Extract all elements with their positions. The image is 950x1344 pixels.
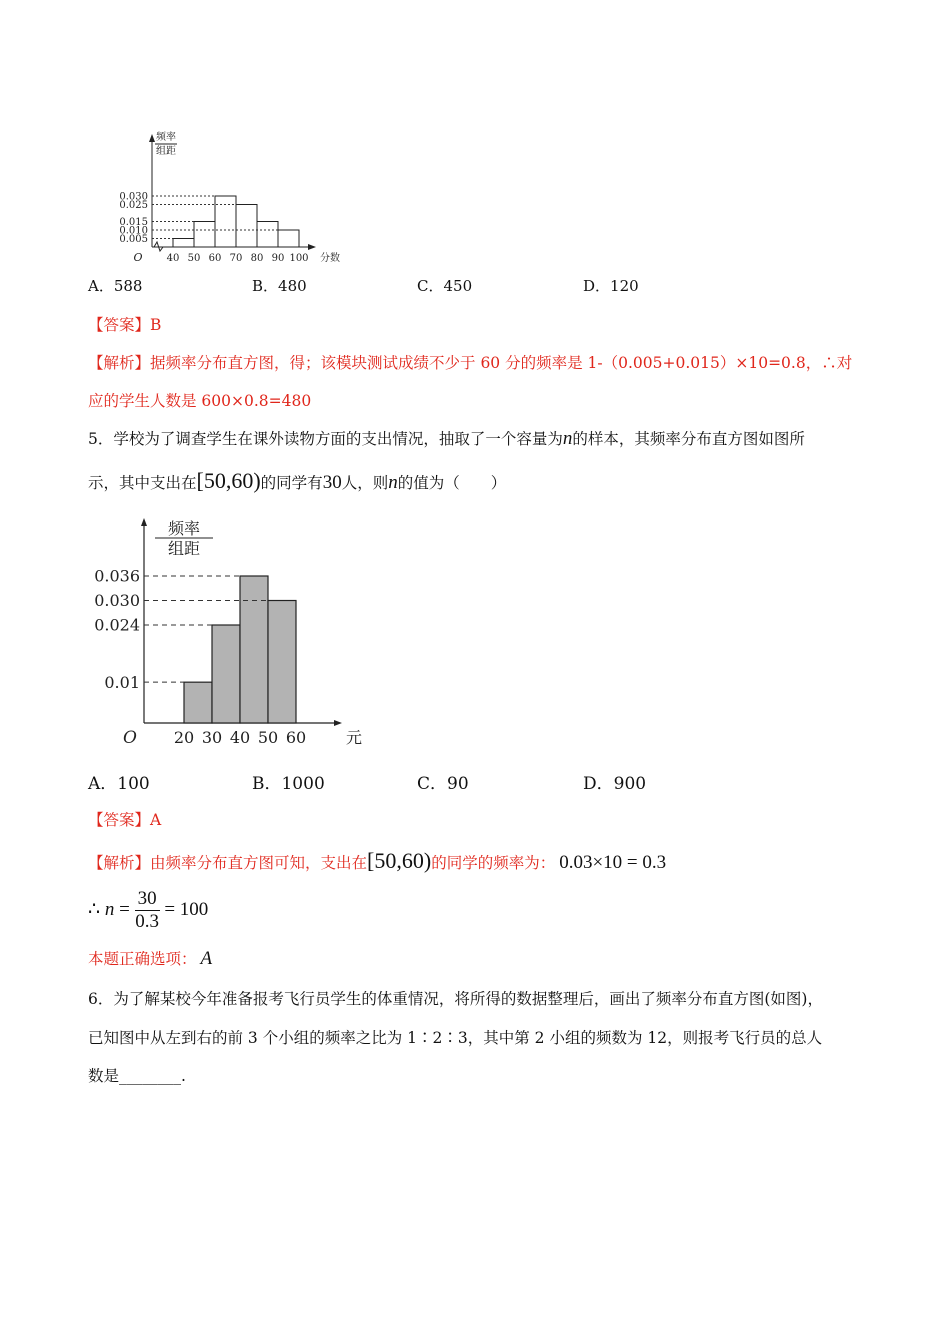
q5-stem-text1a: 5．学校为了调查学生在课外读物方面的支出情况，抽取了一个容量为 — [88, 430, 563, 448]
q5-analysis-text-b: 的同学的频率为： — [431, 854, 556, 872]
x-axis-label: 分数 — [320, 253, 340, 264]
y-label-top: 频率 — [156, 132, 176, 143]
bar-90-100 — [278, 230, 299, 247]
x-tick-20: 20 — [173, 728, 195, 747]
q5-analysis-line — [88, 848, 666, 874]
x-tick-100: 100 — [289, 253, 309, 264]
q5-n-var: n — [562, 428, 573, 449]
q5-conclusion-value: A — [200, 948, 213, 969]
q4-analysis-line1 — [88, 351, 852, 373]
q6-line2: 已知图中从左到右的前 3 个小组的频率之比为 1∶2∶3，其中第 2 小组的频数为 12，则报考飞行员的总人 — [88, 1029, 823, 1047]
q4-analysis-line2: 应的学生人数是 600×0.8=480 — [88, 392, 312, 410]
q5-interval: [50,60) — [196, 468, 261, 493]
y-tick-0.010: 0.010 — [119, 225, 148, 237]
x-axis-arrow — [334, 720, 342, 726]
y-axis-arrow — [141, 518, 147, 526]
bar-20-30 — [184, 682, 212, 723]
bar-80-90 — [257, 222, 278, 248]
q6-line3: 数是________. — [88, 1067, 186, 1085]
q4-option-b: B．480 — [252, 277, 307, 295]
q6-line1: 6．为了解某校今年准备报考飞行员学生的体重情况，将所得的数据整理后，画出了频率分布直方图(如图)， — [88, 990, 823, 1008]
y-tick-0.005: 0.005 — [119, 234, 148, 245]
q5-option-c: C．90 — [417, 774, 469, 794]
q5-conclusion — [88, 947, 212, 970]
bar-50-60 — [268, 601, 296, 724]
x-tick-50: 50 — [187, 253, 201, 264]
x-tick-50: 50 — [257, 728, 279, 747]
q5-analysis-formula: 0.03×10 = 0.3 — [559, 852, 667, 873]
q5-count: 30 — [322, 472, 342, 493]
x-tick-70: 70 — [229, 253, 243, 264]
q5-fraction-n: n — [104, 898, 115, 920]
y-label-bottom: 组距 — [167, 539, 201, 558]
q5-stem-line1 — [88, 427, 805, 450]
x-tick-80: 80 — [250, 253, 264, 264]
bar-40-50 — [173, 239, 194, 248]
q5-conclusion-text: 本题正确选项： — [88, 950, 197, 968]
q5-option-d: D．900 — [583, 774, 647, 794]
x-tick-60: 60 — [208, 253, 222, 264]
q5-n-var-2: n — [388, 472, 398, 493]
q5-fraction — [135, 888, 160, 933]
origin-label: O — [123, 728, 137, 748]
x-tick-60: 60 — [285, 728, 307, 747]
q5-fraction-denominator: 0.3 — [135, 911, 159, 932]
y-label-bottom: 组距 — [156, 146, 176, 157]
q5-analysis-label: 【解析】 — [88, 854, 151, 872]
q5-analysis-text-a: 由频率分布直方图可知，支出在 — [150, 854, 368, 872]
x-axis-arrow — [308, 244, 316, 250]
x-axis-label: 元 — [346, 728, 363, 747]
q5-stem-text2d: 的值为（ ） — [397, 474, 507, 492]
bar-40-50 — [240, 576, 268, 723]
q4-answer — [88, 313, 161, 335]
q5-analysis-interval: [50,60) — [367, 848, 432, 873]
q4-option-a: A．588 — [88, 277, 143, 295]
q4-answer-label: 【答案】 — [88, 316, 151, 334]
q5-stem-text1b: 的样本，其频率分布直方图如图所 — [572, 430, 805, 448]
q5-fraction-line — [88, 888, 208, 933]
q4-analysis-text1: 据频率分布直方图，得；该模块测试成绩不少于 60 分的频率是 1-（0.005+0.015）×10=0.8，∴对 — [150, 354, 853, 372]
y-axis-arrow — [149, 134, 155, 142]
q5-answer — [88, 808, 161, 830]
origin-label: O — [133, 251, 143, 264]
q5-result: = 100 — [164, 898, 209, 920]
q5-option-b: B．1000 — [252, 774, 325, 794]
y-tick-0.030: 0.030 — [94, 591, 140, 611]
q5-equals: = — [119, 898, 130, 920]
bar-60-70 — [215, 196, 236, 247]
x-tick-90: 90 — [271, 253, 285, 264]
x-tick-30: 30 — [201, 728, 223, 747]
x-tick-40: 40 — [166, 253, 180, 264]
q4-option-c: C．450 — [417, 277, 473, 295]
x-tick-40: 40 — [229, 728, 251, 747]
q4-answer-value: B — [150, 316, 162, 334]
q5-answer-label: 【答案】 — [88, 811, 151, 829]
histogram-2 — [88, 512, 368, 757]
y-tick-0.01: 0.01 — [104, 672, 140, 692]
q5-answer-value: A — [150, 811, 162, 829]
q5-option-a: A．100 — [88, 774, 150, 794]
q5-stem-text2a: 示，其中支出在 — [88, 474, 197, 492]
y-tick-0.030: 0.030 — [119, 191, 148, 203]
q5-fraction-numerator: 30 — [135, 888, 160, 911]
y-tick-0.015: 0.015 — [119, 217, 148, 228]
q4-analysis-label: 【解析】 — [88, 354, 151, 372]
q5-stem-text2c: 人，则 — [341, 474, 389, 492]
bar-30-40 — [212, 625, 240, 723]
q5-stem-line2 — [88, 468, 506, 494]
q4-option-d: D．120 — [583, 277, 639, 295]
histogram-1 — [110, 128, 350, 268]
bar-50-60 — [194, 222, 215, 248]
y-tick-0.036: 0.036 — [94, 566, 140, 586]
y-label-top: 频率 — [167, 519, 201, 538]
y-tick-0.024: 0.024 — [94, 615, 140, 635]
y-tick-0.025: 0.025 — [119, 200, 148, 211]
q5-therefore: ∴ — [88, 898, 101, 920]
q5-stem-text2b: 的同学有 — [260, 474, 323, 492]
bar-70-80 — [236, 205, 257, 248]
